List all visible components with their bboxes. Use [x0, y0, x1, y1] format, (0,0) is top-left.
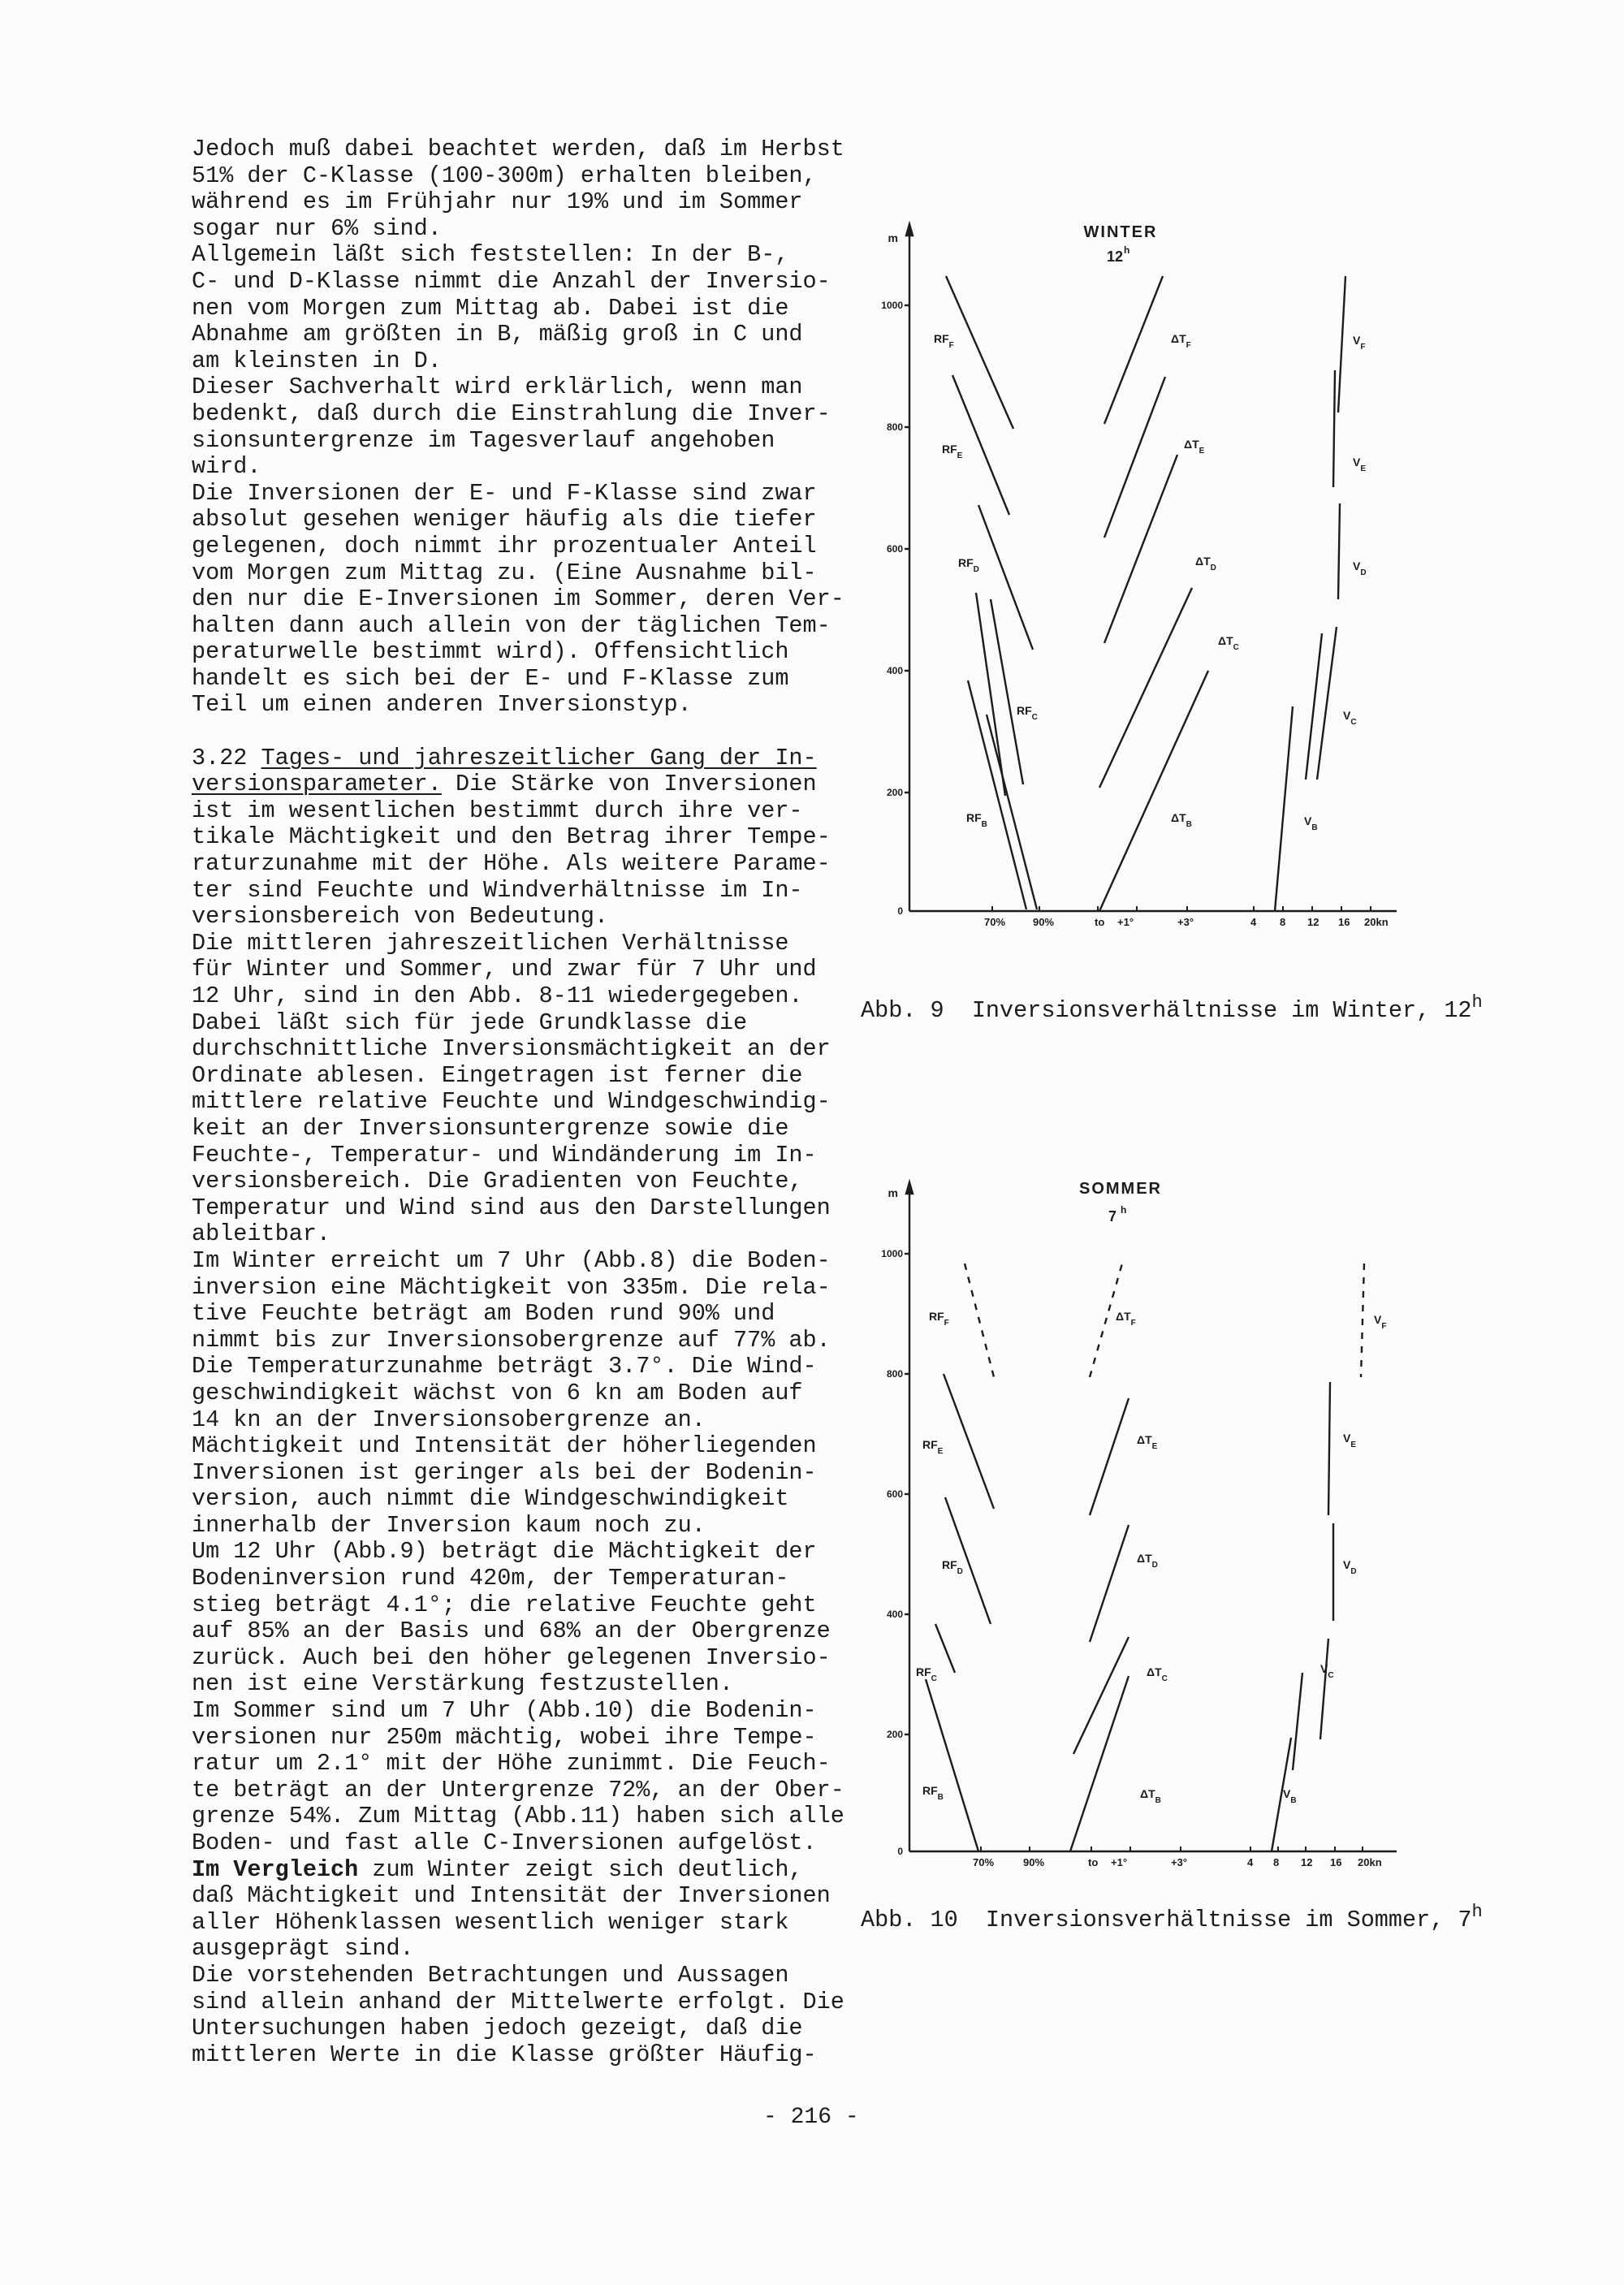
text-line: Im Winter erreicht um 7 Uhr (Abb.8) die Boden- — [192, 1246, 831, 1274]
text-line: tive Feuchte beträgt am Boden rund 90% und — [192, 1300, 775, 1328]
fig10-x-tick-t: to — [1088, 1856, 1099, 1868]
bold-lead-line — [192, 1857, 825, 1884]
chart-label-part: ΔT — [1140, 1787, 1155, 1800]
chart-label-part: C — [1161, 1674, 1168, 1683]
chart-line — [944, 1374, 994, 1509]
text-line: den nur die E-Inversionen im Sommer, deren Ver- — [192, 585, 844, 613]
chart-label-part: E — [1151, 1442, 1158, 1451]
chart-label-part: V — [1353, 456, 1361, 469]
text-line: Die mittleren jahreszeitlichen Verhältnisse — [192, 929, 789, 957]
figure-10 — [877, 1169, 1429, 1884]
fig10-label-v-b — [1283, 1787, 1297, 1805]
paragraph-block-b — [192, 797, 844, 1857]
chart-label-part: E — [957, 451, 963, 460]
chart-label-part: V — [1353, 334, 1361, 347]
section-heading-line — [192, 745, 825, 772]
page-number: - 216 - — [763, 2105, 859, 2130]
fig9-y-tick: 800 — [886, 421, 903, 433]
fig9-label-dt-f — [1171, 332, 1191, 350]
text-line: daß Mächtigkeit und Intensität der Inversionen — [192, 1882, 831, 1910]
text-line: Abnahme am größten in B, mäßig groß in C und — [192, 321, 803, 348]
fig10-y-tick: 600 — [886, 1488, 903, 1500]
chart-line — [965, 1263, 994, 1377]
chart-label-part: E — [937, 1447, 944, 1456]
chart-line — [1361, 1263, 1364, 1377]
chart-label-part: F — [944, 1319, 949, 1328]
fig10-label-dt-f — [1116, 1310, 1136, 1328]
chart-label-part: F — [1130, 1319, 1136, 1328]
chart-label-part: V — [1320, 1662, 1328, 1675]
chart-label-part: ΔT — [1147, 1665, 1162, 1678]
chart-label-part: E — [1199, 447, 1205, 456]
chart-label-part: D — [1360, 568, 1367, 577]
text-line: te beträgt an der Untergrenze 72%, an der Ober- — [192, 1776, 844, 1803]
chart-label-part: RF — [916, 1665, 931, 1678]
text-line: Boden- und fast alle C-Inversionen aufgelöst. — [192, 1829, 817, 1856]
fig10-x-tick-v: 12 — [1301, 1856, 1313, 1868]
text-line: Teil um einen anderen Inversionstyp. — [192, 691, 692, 719]
chart-label-part: RF — [942, 443, 957, 456]
fig10-y-tick: 200 — [886, 1729, 903, 1740]
fig9-x-tick-v: 16 — [1338, 916, 1350, 928]
text-line: geschwindigkeit wächst von 6 kn am Boden auf — [192, 1379, 803, 1406]
bold-lead-rest: zum Winter zeigt sich deutlich, — [358, 1855, 803, 1883]
chart-line — [991, 599, 1023, 784]
text-line: vom Morgen zum Mittag zu. (Eine Ausnahme bil- — [192, 559, 817, 586]
text-line: tikale Mächtigkeit und den Betrag ihrer Tempe- — [192, 823, 831, 851]
fig10-x-tick-v: 8 — [1273, 1856, 1280, 1868]
fig9-title: WINTER — [1083, 223, 1158, 241]
bold-lead: Im Vergleich — [192, 1855, 359, 1883]
chart-label-part: RF — [1017, 704, 1032, 717]
chart-label-part: ΔT — [1184, 438, 1199, 451]
fig10-label-v-e — [1343, 1432, 1356, 1449]
chart-label-part: V — [1283, 1787, 1291, 1800]
text-line: aller Höhenklassen wesentlich weniger stark — [192, 1908, 789, 1936]
text-line: Dieser Sachverhalt wird erklärlich, wenn man — [192, 374, 803, 401]
text-line: Temperatur und Wind sind aus den Darstellungen — [192, 1194, 831, 1221]
chart-line — [926, 1679, 978, 1851]
text-line: Feuchte-, Temperatur- und Windänderung im In- — [192, 1141, 817, 1168]
fig10-y-tick: 400 — [886, 1609, 903, 1620]
chart-label-part: E — [1360, 464, 1367, 473]
text-line: ableitbar. — [192, 1220, 331, 1248]
chart-label-part: B — [1290, 1796, 1297, 1805]
chart-label-part: V — [1343, 1432, 1351, 1445]
fig10-subtitle: 7 — [1108, 1208, 1117, 1225]
fig9-label-dt-d — [1195, 555, 1216, 572]
text-line: Ordinate ablesen. Eingetragen ist ferner die — [192, 1061, 803, 1089]
fig10-chart — [877, 1169, 1429, 1884]
text-line: durchschnittliche Inversionsmächtigkeit an der — [192, 1035, 831, 1063]
chart-label-part: C — [1328, 1671, 1334, 1680]
fig9-label-rf-e — [942, 443, 963, 460]
text-line: Um 12 Uhr (Abb.9) beträgt die Mächtigkeit der — [192, 1538, 817, 1566]
chart-label-part: F — [1360, 343, 1366, 352]
body-text-column — [192, 136, 844, 2068]
text-line: nen vom Morgen zum Mittag ab. Dabei ist die — [192, 294, 789, 322]
chart-label-part: D — [1350, 1567, 1357, 1576]
text-line: versionsbereich. Die Gradienten von Feuchte, — [192, 1168, 803, 1195]
fig9-chart — [877, 211, 1429, 942]
fig9-x-tick-rf: 90% — [1033, 916, 1055, 928]
fig9-x-tick-t: +1° — [1117, 916, 1134, 928]
fig9-label-rf-b — [966, 811, 987, 829]
chart-label-part: ΔT — [1171, 332, 1186, 345]
chart-label-part: C — [931, 1674, 937, 1683]
text-line: zurück. Auch bei den höher gelegenen Inversio- — [192, 1644, 831, 1671]
text-line: während es im Frühjahr nur 19% und im Sommer — [192, 188, 803, 216]
fig10-y-unit: m — [888, 1186, 898, 1199]
text-line: gelegenen, doch nimmt ihr prozentualer Anteil — [192, 532, 817, 559]
chart-label-part: V — [1374, 1313, 1382, 1326]
text-line: am kleinsten in D. — [192, 347, 442, 374]
text-line: Die vorstehenden Betrachtungen und Aussagen — [192, 1961, 789, 1989]
chart-line — [1073, 1637, 1129, 1754]
fig10-label-rf-d — [942, 1558, 963, 1576]
text-line: 12 Uhr, sind in den Abb. 8-11 wiedergegeben. — [192, 983, 803, 1009]
chart-label-part: ΔT — [1137, 1433, 1152, 1446]
chart-label-part: RF — [958, 556, 974, 569]
fig10-x-tick-v: 16 — [1330, 1856, 1342, 1868]
chart-label-part: RF — [929, 1310, 944, 1323]
chart-label-part: B — [1311, 823, 1318, 832]
chart-label-part: D — [1151, 1561, 1158, 1570]
fig10-y-tick: 800 — [886, 1368, 903, 1380]
fig9-y-tick: 400 — [886, 665, 903, 676]
fig9-profile-lines — [946, 276, 1345, 911]
text-line: ausgeprägt sind. — [192, 1935, 414, 1963]
fig10-x-tick-v: 20kn — [1358, 1856, 1382, 1868]
chart-line — [946, 276, 1013, 429]
text-line: Die Inversionen der E- und F-Klasse sind zwar — [192, 479, 817, 507]
chart-line — [1293, 1673, 1302, 1770]
fig10-label-v-d — [1343, 1558, 1357, 1576]
chart-label-part: B — [937, 1793, 944, 1802]
chart-line — [1090, 1398, 1129, 1515]
chart-label-part: D — [973, 565, 979, 574]
text-line: ratur um 2.1° mit der Höhe zunimmt. Die Feuch- — [192, 1750, 831, 1777]
text-line: sionsuntergrenze im Tagesverlauf angehoben — [192, 426, 775, 454]
text-line: Jedoch muß dabei beachtet werden, daß im Herbst — [192, 136, 844, 162]
section-title-rest: Die Stärke von Inversionen — [441, 771, 817, 798]
text-line: für Winter und Sommer, und zwar für 7 Uhr und — [192, 956, 817, 983]
chart-line — [1328, 1382, 1330, 1515]
fig9-subtitle-sup: h — [1124, 244, 1130, 256]
fig9-label-v-e — [1353, 456, 1366, 473]
fig10-y-tick: 0 — [897, 1846, 903, 1857]
section-title-part1: Tages- und jahreszeitlicher Gang der In- — [261, 744, 817, 771]
fig10-y-tick: 1000 — [881, 1248, 903, 1259]
fig10-title: SOMMER — [1079, 1180, 1162, 1198]
text-line: ter sind Feuchte und Windverhältnisse im In- — [192, 876, 803, 904]
text-line: halten dann auch allein von der täglichen Tem- — [192, 611, 831, 639]
paragraph-block-a — [192, 136, 844, 719]
text-line: nimmt bis zur Inversionsobergrenze auf 77% ab. — [192, 1326, 831, 1354]
chart-line — [1104, 455, 1177, 643]
chart-label-part: V — [1343, 709, 1351, 722]
chart-label-part: F — [1186, 341, 1191, 350]
chart-label-part: V — [1304, 814, 1312, 827]
fig10-y-arrow — [906, 1182, 913, 1194]
text-line: Im Sommer sind um 7 Uhr (Abb.10) die Bodenin- — [192, 1697, 817, 1725]
text-line: mittleren Werte in die Klasse größter Häufig- — [192, 2041, 817, 2068]
chart-label-part: RF — [966, 811, 982, 824]
chart-label-part: ΔT — [1218, 634, 1233, 647]
chart-label-part: F — [948, 341, 954, 350]
fig9-label-v-f — [1353, 334, 1365, 352]
fig10-label-rf-e — [922, 1438, 944, 1456]
fig10-axes — [905, 1182, 1397, 1851]
fig10-label-rf-b — [922, 1784, 944, 1802]
text-line: innerhalb der Inversion kaum noch zu. — [192, 1511, 706, 1539]
chart-label-part: ΔT — [1195, 555, 1211, 568]
fig10-x-tick-v: 4 — [1247, 1856, 1254, 1868]
text-line: sogar nur 6% sind. — [192, 214, 442, 242]
text-line: grenze 54%. Zum Mittag (Abb.11) haben sich alle — [192, 1803, 844, 1830]
chart-line — [978, 505, 1033, 650]
fig10-x-tick-rf: 70% — [973, 1856, 995, 1868]
fig10-caption: Abb. 10 Inversionsverhältnisse im Sommer, 7$^h$ — [861, 1902, 1483, 1933]
section-number: 3.22 — [192, 744, 248, 771]
chart-label-part: B — [1186, 820, 1192, 829]
fig10-label-rf-f — [929, 1310, 949, 1328]
text-line: Inversionen ist geringer als bei der Bodenin- — [192, 1458, 817, 1486]
text-line: inversion eine Mächtigkeit von 335m. Die rela- — [192, 1273, 831, 1301]
text-line: bedenkt, daß durch die Einstrahlung die Inver- — [192, 400, 831, 427]
chart-label-part: B — [1155, 1796, 1161, 1805]
chart-line — [1333, 370, 1335, 487]
chart-label-part: V — [1353, 559, 1361, 572]
fig9-subtitle: 12 — [1106, 248, 1124, 265]
text-line: wird. — [192, 453, 261, 481]
chart-label-part: D — [1210, 564, 1216, 572]
paragraph-block-c — [192, 1882, 844, 2068]
chart-label-part: ΔT — [1116, 1310, 1131, 1323]
fig9-label-rf-c — [1017, 704, 1038, 722]
chart-line — [1070, 1676, 1129, 1851]
text-line: Die Temperaturzunahme beträgt 3.7°. Die Wind- — [192, 1353, 817, 1380]
fig10-label-dt-c — [1147, 1665, 1168, 1683]
text-line: stieg beträgt 4.1°; die relative Feuchte geht — [192, 1591, 817, 1618]
chart-label-part: F — [1381, 1322, 1387, 1331]
chart-label-part: E — [1350, 1441, 1357, 1449]
text-line: handelt es sich bei der E- und F-Klasse zum — [192, 664, 789, 692]
chart-label-part: RF — [922, 1438, 938, 1451]
text-line: absolut gesehen weniger häufig als die tiefer — [192, 506, 817, 533]
text-line: auf 85% an der Basis und 68% an der Obergrenze — [192, 1618, 831, 1645]
text-line: Mächtigkeit und Intensität der höherliegenden — [192, 1432, 817, 1460]
chart-line — [935, 1624, 955, 1673]
section-title-part2: versionsparameter. — [192, 771, 442, 798]
text-line: version, auch nimmt die Windgeschwindigkeit — [192, 1485, 789, 1513]
fig9-x-tick-t: to — [1095, 916, 1105, 928]
chart-label-part: ΔT — [1137, 1552, 1152, 1565]
chart-line — [976, 593, 1005, 796]
chart-label-part: C — [1031, 713, 1038, 722]
chart-label-part: B — [981, 820, 987, 829]
text-line: versionsbereich von Bedeutung. — [192, 903, 609, 931]
chart-label-part: C — [1233, 643, 1239, 652]
fig9-x-tick-rf: 70% — [984, 916, 1006, 928]
chart-line — [1338, 276, 1345, 413]
text-line: raturzunahme mit der Höhe. Als weitere Parame- — [192, 850, 831, 878]
text-line: Allgemein läßt sich feststellen: In der B-, — [192, 241, 789, 269]
chart-label-part: ΔT — [1171, 811, 1186, 824]
fig9-y-arrow — [906, 224, 913, 235]
fig9-caption: Abb. 9 Inversionsverhältnisse im Winter, 12$^h$ — [861, 992, 1483, 1024]
fig9-x-tick-v: 4 — [1250, 916, 1257, 928]
chart-line — [952, 375, 1009, 515]
fig10-x-tick-t: +1° — [1111, 1856, 1128, 1868]
text-line: peraturwelle bestimmt wird). Offensichtlich — [192, 638, 789, 666]
chart-label-part: RF — [942, 1558, 957, 1571]
fig9-label-v-b — [1304, 814, 1318, 832]
section-heading-line-2 — [192, 771, 825, 798]
fig9-x-tick-v: 12 — [1307, 916, 1320, 928]
chart-label-part: RF — [922, 1784, 938, 1797]
fig9-y-tick: 200 — [886, 787, 903, 798]
fig9-x-tick-v: 8 — [1280, 916, 1286, 928]
fig9-x-tick-t: +3° — [1177, 916, 1194, 928]
chart-label-part: V — [1343, 1558, 1351, 1571]
chart-line — [1099, 671, 1208, 911]
fig9-label-dt-e — [1184, 438, 1205, 456]
text-line: nen ist eine Verstärkung festzustellen. — [192, 1670, 734, 1698]
fig9-y-unit: m — [888, 231, 898, 244]
fig10-label-v-c — [1320, 1662, 1334, 1680]
chart-line — [987, 715, 1037, 909]
text-line: mittlere relative Feuchte und Windgeschwindig- — [192, 1088, 831, 1116]
fig9-label-dt-b — [1171, 811, 1192, 829]
fig9-y-tick: 600 — [886, 543, 903, 555]
fig10-x-tick-rf: 90% — [1023, 1856, 1045, 1868]
chart-line — [1275, 706, 1293, 911]
text-line: Untersuchungen haben jedoch gezeigt, daß die — [192, 2015, 803, 2042]
text-line: Dabei läßt sich für jede Grundklasse die — [192, 1009, 748, 1036]
figure-9 — [877, 211, 1429, 942]
fig9-y-tick: 1000 — [881, 300, 903, 311]
chart-label-part: D — [957, 1567, 963, 1576]
paragraph-gap — [192, 719, 825, 745]
text-line: Bodeninversion rund 420m, der Temperaturan- — [192, 1565, 789, 1592]
chart-line — [1090, 1525, 1129, 1642]
fig9-label-v-d — [1353, 559, 1367, 577]
fig10-label-dt-e — [1137, 1433, 1158, 1451]
text-line: 51% der C-Klasse (100-300m) erhalten bleiben, — [192, 162, 817, 189]
chart-label-part: C — [1350, 718, 1357, 727]
text-line: 14 kn an der Inversionsobergrenze an. — [192, 1406, 706, 1433]
fig9-y-tick: 0 — [897, 905, 903, 917]
chart-line — [1320, 1639, 1328, 1739]
text-line: sind allein anhand der Mittelwerte erfolgt. Die — [192, 1988, 844, 2015]
fig9-label-rf-d — [958, 556, 979, 574]
fig10-x-tick-t: +3° — [1171, 1856, 1188, 1868]
text-line: C- und D-Klasse nimmt die Anzahl der Inversio- — [192, 267, 831, 295]
fig10-label-dt-d — [1137, 1552, 1158, 1570]
chart-line — [1104, 276, 1163, 424]
fig9-x-tick-v: 20kn — [1364, 916, 1389, 928]
fig9-label-v-c — [1343, 709, 1357, 727]
text-line: versionen nur 250m mächtig, wobei ihre Tempe- — [192, 1723, 817, 1751]
text-line: ist im wesentlichen bestimmt durch ihre ver- — [192, 797, 803, 824]
fig10-subtitle-sup: h — [1121, 1204, 1127, 1216]
chart-line — [1338, 503, 1340, 599]
fig10-label-v-f — [1374, 1313, 1386, 1331]
fig9-label-rf-f — [934, 332, 954, 350]
chart-label-part: RF — [934, 332, 949, 345]
fig10-label-dt-b — [1140, 1787, 1161, 1805]
text-line: keit an der Inversionsuntergrenze sowie die — [192, 1114, 789, 1142]
fig9-label-dt-c — [1218, 634, 1239, 652]
